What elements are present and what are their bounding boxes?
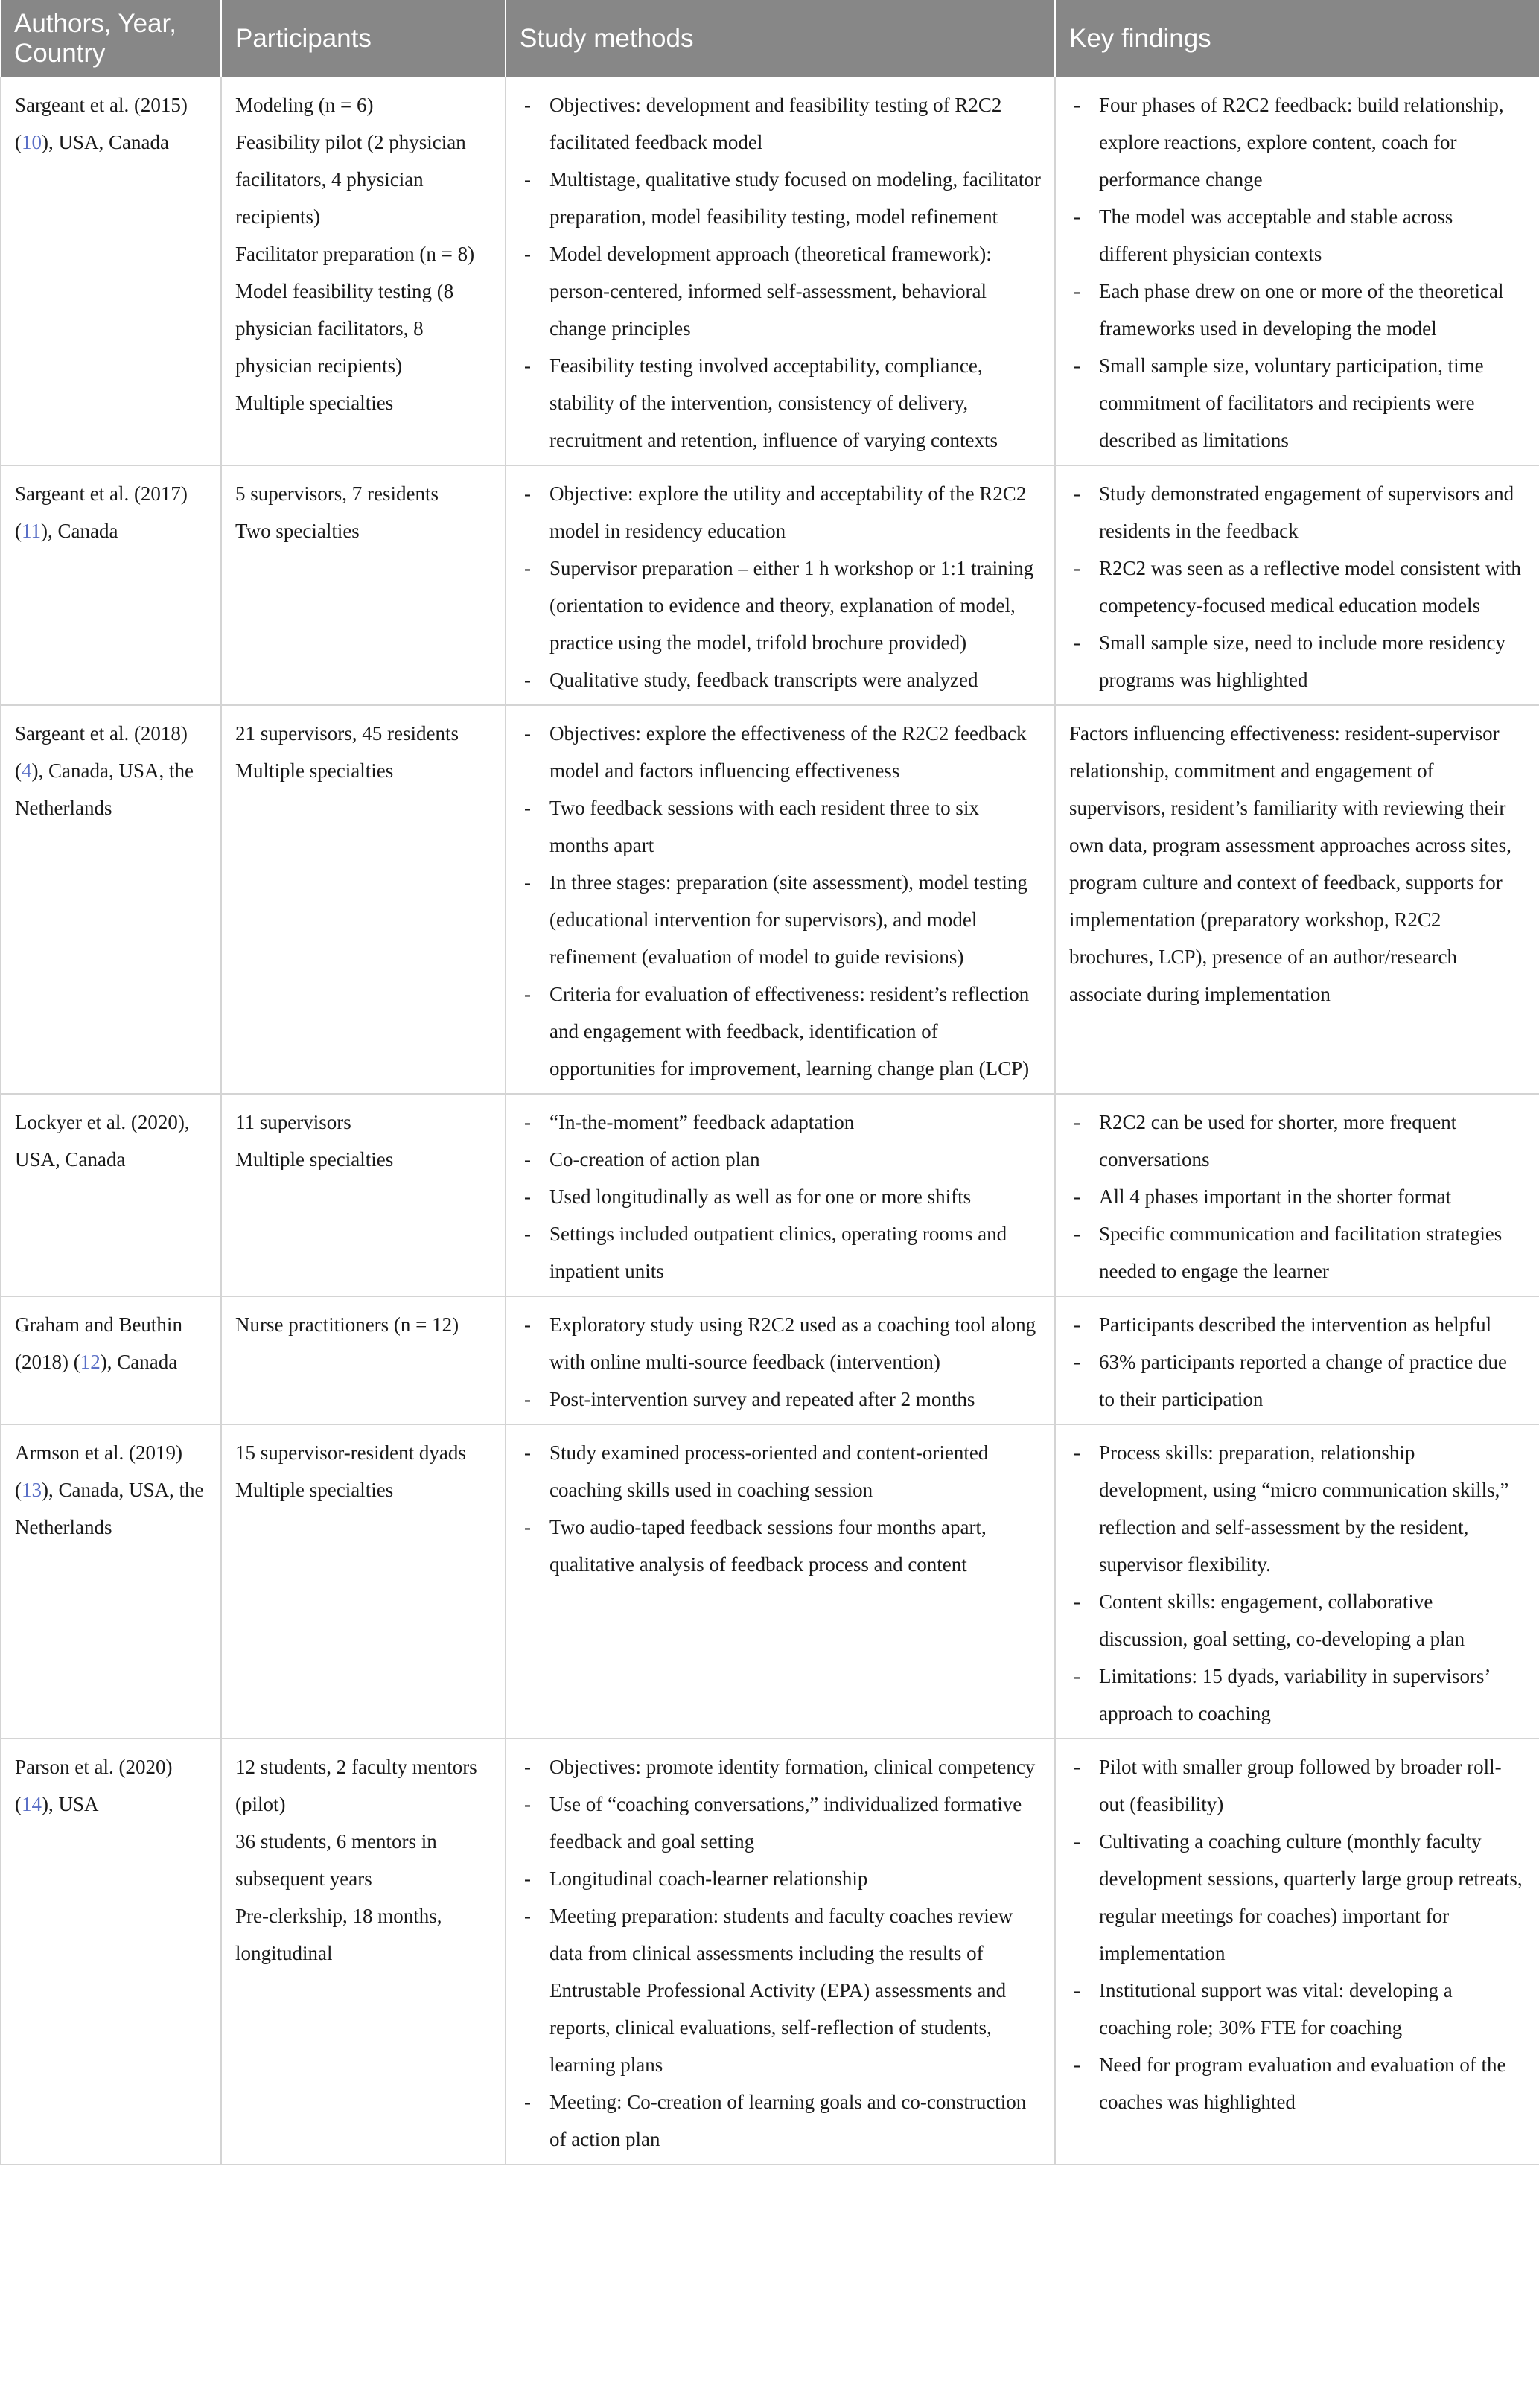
cell-key-findings	[1055, 1296, 1539, 1424]
methods-list	[520, 1748, 1041, 2158]
author-text: Sargeant et al. (2017) (	[15, 482, 188, 542]
header-key-findings: Key findings	[1055, 0, 1539, 77]
participant-line: Multiple specialties	[235, 759, 394, 782]
table-row	[1, 1296, 1539, 1424]
cell-participants	[221, 77, 506, 465]
method-item: - Meeting: Co-creation of learning goals and co-construction of action plan	[520, 2083, 1041, 2158]
method-item: - Qualitative study, feedback transcripts were analyzed	[520, 661, 1041, 698]
participant-line: 5 supervisors, 7 residents	[235, 482, 439, 505]
findings-list	[1069, 86, 1526, 459]
author-country: ), Canada, USA, the Netherlands	[15, 759, 194, 819]
finding-item: - 63% participants reported a change of practice due to their participation	[1069, 1343, 1526, 1418]
cell-study-methods	[506, 1424, 1055, 1739]
header-study-methods: Study methods	[506, 0, 1055, 77]
table-row	[1, 705, 1539, 1094]
method-item: - Objectives: promote identity formation, clinical competency	[520, 1748, 1041, 1786]
author-text: Lockyer et al. (2020), USA, Canada	[15, 1111, 190, 1170]
finding-item: - Small sample size, voluntary participation, time commitment of facilitators and recipients were described as limitations	[1069, 347, 1526, 459]
method-item: - Study examined process-oriented and content-oriented coaching skills used in coaching session	[520, 1434, 1041, 1509]
cell-study-methods	[506, 1296, 1055, 1424]
finding-item: - Limitations: 15 dyads, variability in supervisors’ approach to coaching	[1069, 1657, 1526, 1732]
cell-study-methods	[506, 1739, 1055, 2165]
finding-item: - Four phases of R2C2 feedback: build relationship, explore reactions, explore content, coach for performance change	[1069, 86, 1526, 198]
header-authors: Authors, Year, Country	[1, 0, 221, 77]
finding-item: - R2C2 was seen as a reflective model consistent with competency-focused medical education models	[1069, 550, 1526, 624]
author-country: ), Canada	[100, 1351, 178, 1373]
cell-key-findings	[1055, 1424, 1539, 1739]
reference-link[interactable]: 10	[22, 131, 42, 153]
cell-participants	[221, 1296, 506, 1424]
reference-link[interactable]: 11	[22, 520, 41, 542]
method-item: - Objectives: development and feasibility testing of R2C2 facilitated feedback model	[520, 86, 1041, 161]
participant-line: 36 students, 6 mentors in subsequent years	[235, 1830, 437, 1890]
cell-participants	[221, 1094, 506, 1296]
participant-line: 15 supervisor-resident dyads	[235, 1442, 466, 1464]
participant-line: 11 supervisors	[235, 1111, 351, 1133]
finding-item: - Content skills: engagement, collaborative discussion, goal setting, co-developing a plan	[1069, 1583, 1526, 1657]
participant-line: Two specialties	[235, 520, 360, 542]
method-item: - Criteria for evaluation of effectiveness: resident’s reflection and engagement with feedback, identification of opportunities for improvement, learning change plan (LCP)	[520, 975, 1041, 1087]
method-item: - Model development approach (theoretical framework): person-centered, informed self-assessment, behavioral change principles	[520, 235, 1041, 347]
participant-line: Nurse practitioners (n = 12)	[235, 1313, 459, 1336]
method-item: - Two audio-taped feedback sessions four months apart, qualitative analysis of feedback process and content	[520, 1509, 1041, 1583]
methods-list	[520, 1103, 1041, 1290]
table-row	[1, 1424, 1539, 1739]
cell-authors	[1, 1296, 221, 1424]
findings-list	[1069, 1306, 1526, 1418]
method-item: - Settings included outpatient clinics, operating rooms and inpatient units	[520, 1215, 1041, 1290]
cell-participants	[221, 1424, 506, 1739]
table-body	[1, 77, 1539, 2165]
participant-line: Multiple specialties	[235, 392, 394, 414]
table-row	[1, 77, 1539, 465]
participant-line: Modeling (n = 6)	[235, 94, 374, 116]
methods-list	[520, 1306, 1041, 1418]
author-text: Graham and Beuthin (2018) (	[15, 1313, 182, 1373]
participant-line: 21 supervisors, 45 residents	[235, 722, 459, 745]
method-item: - In three stages: preparation (site assessment), model testing (educational intervention for supervisors), and model refinement (evaluation of model to guide revisions)	[520, 864, 1041, 975]
cell-authors	[1, 1739, 221, 2165]
method-item: - Post-intervention survey and repeated after 2 months	[520, 1380, 1041, 1418]
cell-authors	[1, 77, 221, 465]
method-item: - Objectives: explore the effectiveness of the R2C2 feedback model and factors influencing effectiveness	[520, 715, 1041, 789]
participant-line: Facilitator preparation (n = 8)	[235, 243, 475, 265]
method-item: - Feasibility testing involved acceptability, compliance, stability of the intervention, consistency of delivery, recruitment and retention, influence of varying contexts	[520, 347, 1041, 459]
cell-participants	[221, 1739, 506, 2165]
cell-key-findings	[1055, 465, 1539, 705]
author-country: ), Canada, USA, the Netherlands	[15, 1479, 204, 1538]
cell-authors	[1, 465, 221, 705]
method-item: - “In-the-moment” feedback adaptation	[520, 1103, 1041, 1141]
methods-list	[520, 86, 1041, 459]
cell-study-methods	[506, 1094, 1055, 1296]
cell-authors	[1, 1094, 221, 1296]
finding-item: - Specific communication and facilitation strategies needed to engage the learner	[1069, 1215, 1526, 1290]
author-text: Parson et al. (2020) (	[15, 1756, 173, 1815]
reference-link[interactable]: 14	[22, 1793, 42, 1815]
finding-item: - R2C2 can be used for shorter, more frequent conversations	[1069, 1103, 1526, 1178]
cell-key-findings	[1055, 77, 1539, 465]
method-item: - Co-creation of action plan	[520, 1141, 1041, 1178]
author-country: ), USA, Canada	[42, 131, 169, 153]
method-item: - Supervisor preparation – either 1 h workshop or 1:1 training (orientation to evidence and theory, explanation of model, practice using the model, trifold brochure provided)	[520, 550, 1041, 661]
findings-list	[1069, 1434, 1526, 1732]
participant-line: 12 students, 2 faculty mentors (pilot)	[235, 1756, 477, 1815]
cell-key-findings	[1055, 705, 1539, 1094]
findings-list	[1069, 1748, 1526, 2121]
author-text: Armson et al. (2019) (	[15, 1442, 182, 1501]
method-item: - Used longitudinally as well as for one or more shifts	[520, 1178, 1041, 1215]
participant-line: Model feasibility testing (8 physician facilitators, 8 physician recipients)	[235, 280, 454, 377]
method-item: - Exploratory study using R2C2 used as a coaching tool along with online multi-source feedback (intervention)	[520, 1306, 1041, 1380]
participant-line: Multiple specialties	[235, 1479, 394, 1501]
method-item: - Two feedback sessions with each resident three to six months apart	[520, 789, 1041, 864]
finding-item: - Study demonstrated engagement of supervisors and residents in the feedback	[1069, 475, 1526, 550]
method-item: - Longitudinal coach-learner relationship	[520, 1860, 1041, 1897]
cell-study-methods	[506, 77, 1055, 465]
findings-list	[1069, 475, 1526, 698]
finding-item: - Need for program evaluation and evaluation of the coaches was highlighted	[1069, 2046, 1526, 2121]
header-participants: Participants	[221, 0, 506, 77]
cell-study-methods	[506, 705, 1055, 1094]
method-item: - Use of “coaching conversations,” individualized formative feedback and goal setting	[520, 1786, 1041, 1860]
participant-line: Feasibility pilot (2 physician facilitators, 4 physician recipients)	[235, 131, 466, 228]
cell-key-findings	[1055, 1094, 1539, 1296]
table-row	[1, 1739, 1539, 2165]
finding-item: - Participants described the intervention as helpful	[1069, 1306, 1526, 1343]
participant-line: Pre-clerkship, 18 months, longitudinal	[235, 1905, 442, 1964]
method-item: - Multistage, qualitative study focused on modeling, facilitator preparation, model feasibility testing, model refinement	[520, 161, 1041, 235]
cell-participants	[221, 705, 506, 1094]
finding-item: - Process skills: preparation, relationship development, using “micro communication skills,” reflection and self-assessment by the resident, supervisor flexibility.	[1069, 1434, 1526, 1583]
cell-authors	[1, 705, 221, 1094]
cell-participants	[221, 465, 506, 705]
cell-key-findings	[1055, 1739, 1539, 2165]
finding-paragraph: Factors influencing effectiveness: resident-supervisor relationship, commitment and engagement of supervisors, resident’s familiarity with reviewing their own data, program assessment approaches across sites, program culture and context of feedback, supports for implementation (preparatory workshop, R2C2 brochures, LCP), presence of an author/research associate during implementation	[1069, 722, 1511, 1005]
participant-line: Multiple specialties	[235, 1148, 394, 1170]
cell-study-methods	[506, 465, 1055, 705]
finding-item: - Small sample size, need to include more residency programs was highlighted	[1069, 624, 1526, 698]
cell-authors	[1, 1424, 221, 1739]
findings-list	[1069, 1103, 1526, 1290]
table-header	[1, 0, 1539, 77]
reference-link[interactable]: 12	[80, 1351, 101, 1373]
method-item: - Meeting preparation: students and faculty coaches review data from clinical assessments including the results of Entrustable Professional Activity (EPA) assessments and reports, clinical evaluations, self-reflection of students, learning plans	[520, 1897, 1041, 2083]
table-row	[1, 465, 1539, 705]
author-text: Sargeant et al. (2015) (	[15, 94, 188, 153]
header-row	[1, 0, 1539, 77]
finding-item: - Pilot with smaller group followed by broader roll-out (feasibility)	[1069, 1748, 1526, 1823]
finding-item: - All 4 phases important in the shorter format	[1069, 1178, 1526, 1215]
finding-item: - The model was acceptable and stable across different physician contexts	[1069, 198, 1526, 273]
author-text: Sargeant et al. (2018) (	[15, 722, 188, 782]
methods-list	[520, 475, 1041, 698]
author-country: ), Canada	[41, 520, 118, 542]
methods-list	[520, 1434, 1041, 1583]
methods-list	[520, 715, 1041, 1087]
reference-link[interactable]: 13	[22, 1479, 42, 1501]
method-item: - Objective: explore the utility and acceptability of the R2C2 model in residency education	[520, 475, 1041, 550]
finding-item: - Each phase drew on one or more of the theoretical frameworks used in developing the model	[1069, 273, 1526, 347]
finding-item: - Cultivating a coaching culture (monthly faculty development sessions, quarterly large group retreats, regular meetings for coaches) important for implementation	[1069, 1823, 1526, 1972]
table-row	[1, 1094, 1539, 1296]
reference-link[interactable]: 4	[22, 759, 32, 782]
finding-item: - Institutional support was vital: developing a coaching role; 30% FTE for coaching	[1069, 1972, 1526, 2046]
author-country: ), USA	[42, 1793, 99, 1815]
